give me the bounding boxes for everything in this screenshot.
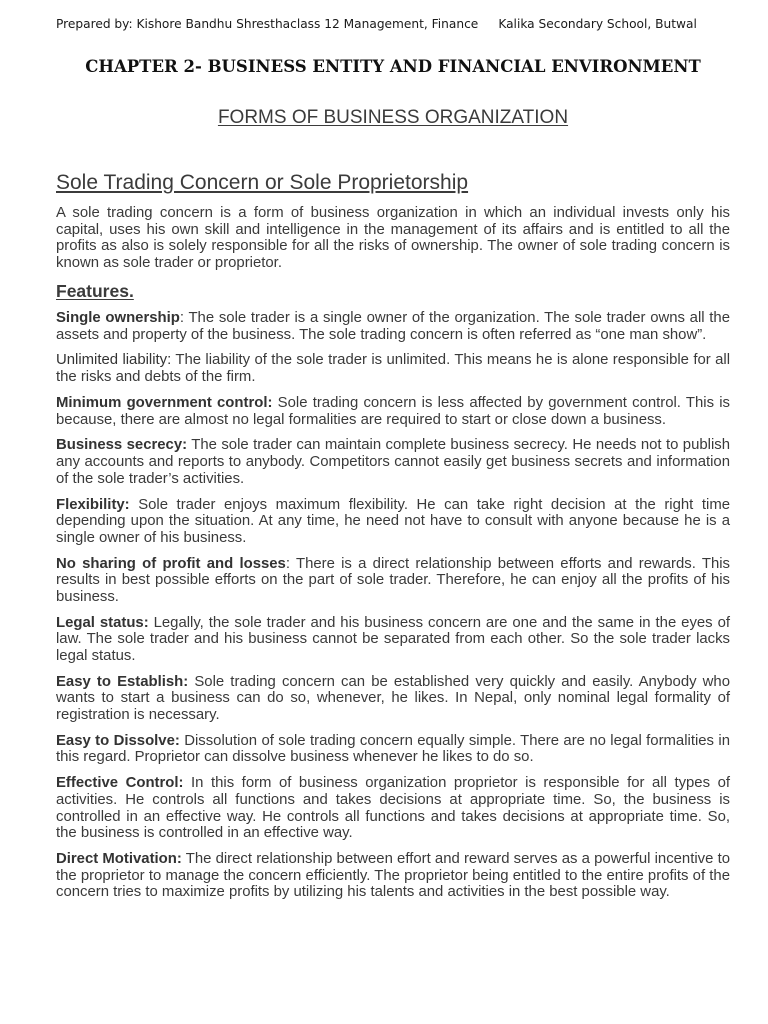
feature-text: Sole trading concern can be established very quickly and easily. Anybody who wants to start a business can do so, whenever, he likes. In Nepal, only nominal legal formality of registration is necessary. [56, 673, 730, 723]
features-heading: Features. [56, 281, 134, 301]
feature-easy-to-establish [56, 674, 730, 724]
page-header [56, 17, 736, 31]
feature-term: Easy to Dissolve: [56, 732, 180, 749]
feature-term: No sharing of profit and losses [56, 555, 286, 572]
feature-text: Dissolution of sole trading concern equally simple. There are no legal formalities in this regard. Proprietor can dissolve business whenever he likes to do so. [56, 732, 730, 766]
feature-term: Direct Motivation: [56, 851, 182, 867]
feature-text: Legally, the sole trader and his business concern are one and the same in the eyes of law. The sole trader and his business cannot be separated from each other. So the sole trader lacks legal status. [56, 614, 730, 664]
feature-minimum-government-control [56, 395, 730, 428]
school-name: Kalika Secondary School, Butwal [498, 17, 697, 31]
feature-term: Effective Control: [56, 775, 184, 792]
feature-flexibility [56, 497, 730, 547]
feature-text: Sole trader enjoys maximum flexibility. He can take right decision at the right time depending upon the situation. At any time, he need not have to consult with anyone because he is a single owner of his business. [56, 496, 730, 546]
feature-business-secrecy [56, 437, 730, 487]
feature-easy-to-dissolve [56, 733, 730, 766]
feature-term: Easy to Establish: [56, 673, 189, 690]
feature-direct-motivation [56, 851, 730, 901]
intro-paragraph: A sole trading concern is a form of business organization in which an individual invests only his capital, uses his own skill and intelligence in the management of its affairs and is entitled to all the profits as also is solely responsible for all the risks of ownership. The owner of sole trading concern is known as sole trader or proprietor. [56, 205, 730, 271]
prepared-by-text: Prepared by: Kishore Bandhu Shresthaclass 12 Management, Finance [56, 17, 479, 31]
feature-text: : There is a direct relationship between efforts and rewards. This results in best possible efforts on the part of sole trader. Therefore, he can enjoy all the profits of his business. [56, 555, 730, 605]
feature-no-sharing-of-profit [56, 556, 730, 606]
feature-text: In this form of business organization proprietor is responsible for all types of activities. He controls all functions and takes decisions at appropriate time. So, the business is controlled in an effective way. He controls all functions and takes decisions at appropriate time. So, the business is controlled in an effective way. [56, 775, 730, 842]
feature-term: Minimum government control: [56, 394, 273, 411]
sub-title: Sole Trading Concern or Sole Proprietorship [56, 171, 469, 194]
chapter-title: CHAPTER 2- BUSINESS ENTITY AND FINANCIAL ENVIRONMENT [85, 57, 701, 76]
feature-single-ownership [56, 310, 730, 343]
feature-term: Unlimited liability: [56, 352, 172, 369]
feature-text: The sole trader can maintain complete business secrecy. He needs not to publish any accounts and reports to anybody. Competitors cannot easily get business secrets and information of the sole trader’s activities. [56, 437, 730, 487]
feature-text: The liability of the sole trader is unlimited. This means he is alone responsible for all the risks and debts of the firm. [56, 352, 730, 386]
feature-term: Single ownership [56, 310, 180, 326]
feature-legal-status [56, 615, 730, 665]
feature-text: The direct relationship between effort and reward serves as a powerful incentive to the proprietor to manage the concern efficiently. The proprietor being entitled to the entire profits of the concern tries to maximize profits by utilizing his talents and activities in the best possible way. [56, 851, 730, 901]
feature-term: Flexibility: [56, 496, 130, 513]
feature-text: Sole trading concern is less affected by government control. This is because, there are almost no legal formalities are required to start or close down a business. [56, 394, 731, 428]
features-list [56, 310, 730, 910]
feature-text: : The sole trader is a single owner of the organization. The sole trader owns all the assets and property of the business. The sole trading concern is often referred as “one man show”. [56, 310, 730, 343]
feature-term: Business secrecy: [56, 437, 188, 454]
feature-term: Legal status: [56, 614, 149, 631]
section-title: FORMS OF BUSINESS ORGANIZATION [217, 107, 569, 128]
feature-effective-control [56, 775, 730, 841]
feature-unlimited-liability [56, 352, 730, 385]
